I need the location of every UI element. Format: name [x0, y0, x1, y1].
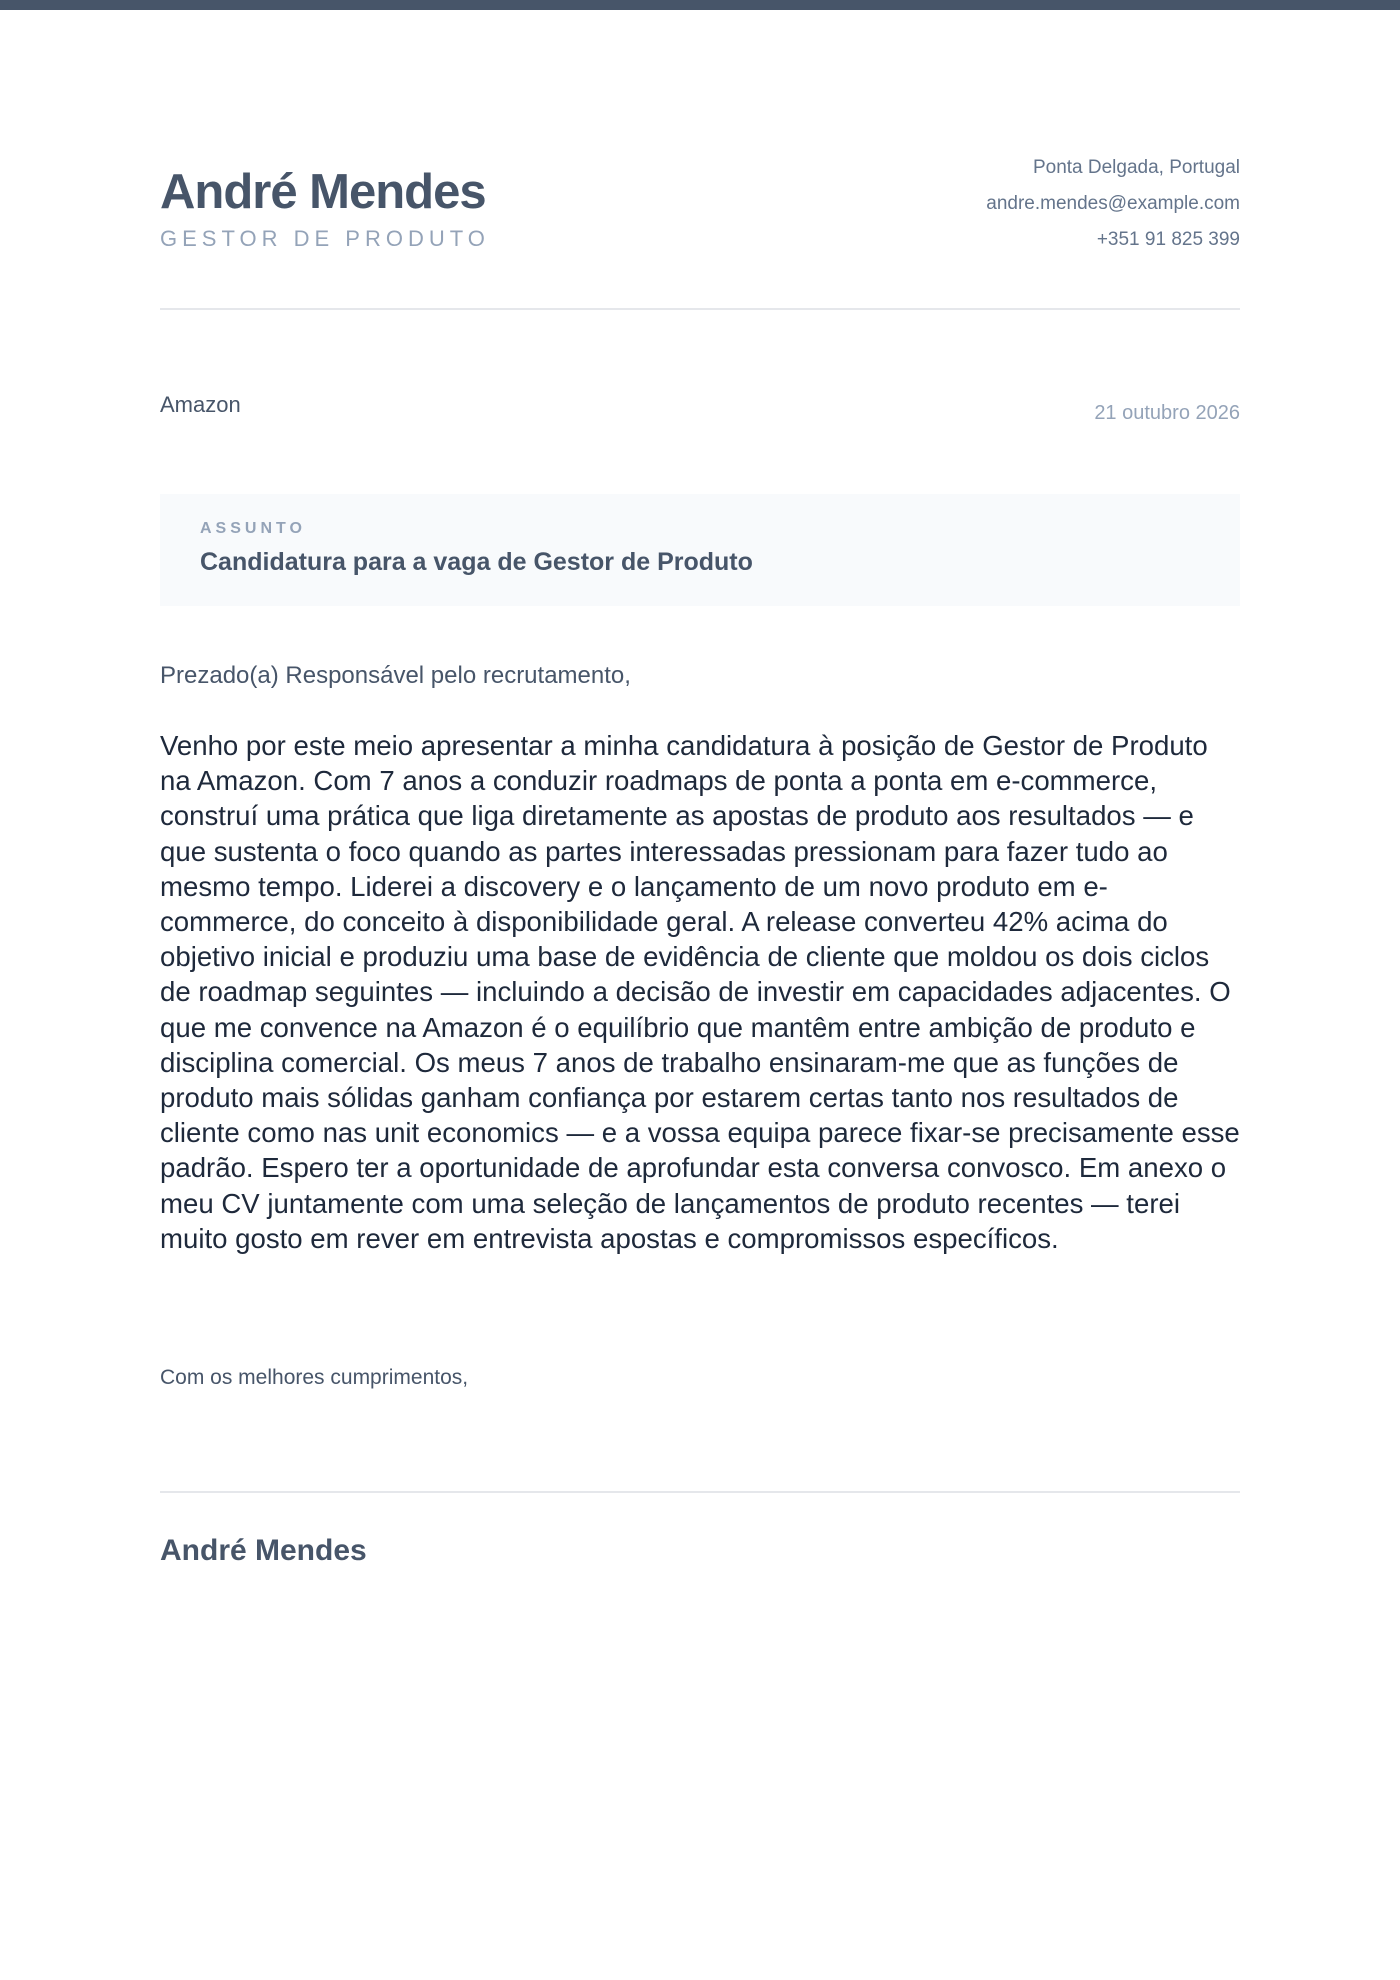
contact-phone: +351 91 825 399 — [1096, 229, 1240, 250]
subject-box — [160, 494, 1240, 606]
sender-name: André Mendes — [160, 165, 486, 219]
letter-body: Venho por este meio apresentar a minha candidatura à posição de Gestor de Produto na Amazon. Com 7 anos a conduzir roadmaps de ponta a ponta em e-commerce, construí uma prática que liga diretamente as apostas de produto aos resultados — e que sustenta o foco quando as partes interessadas pressionam para fazer tudo ao mesmo tempo. Liderei a discovery e o lançamento de um novo produto em e-commerce, do conceito à disponibilidade geral. A release converteu 42% acima do objetivo inicial e produziu uma base de evidência de cliente que moldou os dois ciclos de roadmap seguintes — incluindo a decisão de investir em capacidades adjacentes. O que me convence na Amazon é o equilíbrio que mantêm entre ambição de produto e disciplina comercial. Os meus 7 anos de trabalho ensinaram-me que as funções de produto mais sólidas ganham confiança por estarem certas tanto nos resultados de cliente como nas unit economics — e a vossa equipa parece fixar-se precisamente esse padrão. Espero ter a oportunidade de aprofundar esta conversa convosco. Em anexo o meu CV juntamente com uma seleção de lançamentos de produto recentes — terei muito gosto em rever em entrevista apostas e compromissos específicos. — [160, 730, 1240, 1254]
subject-label: ASSUNTO — [200, 520, 306, 537]
signature-name: André Mendes — [160, 1534, 367, 1567]
contact-location: Ponta Delgada, Portugal — [1032, 157, 1240, 178]
closing-line: Com os melhores cumprimentos, — [160, 1366, 469, 1389]
header-divider — [160, 308, 1240, 310]
recipient-company: Amazon — [160, 392, 241, 417]
signature-divider — [160, 1491, 1240, 1493]
subject-text: Candidatura para a vaga de Gestor de Produto — [200, 548, 753, 576]
contact-email: andre.mendes@example.com — [986, 193, 1240, 214]
top-accent-bar — [0, 0, 1400, 10]
contact-block — [986, 150, 1240, 258]
salutation: Prezado(a) Responsável pelo recrutamento, — [160, 662, 631, 689]
letter-header — [160, 140, 1240, 260]
letter-date: 21 outubro 2026 — [1094, 402, 1240, 424]
sender-role: GESTOR DE PRODUTO — [160, 226, 490, 251]
